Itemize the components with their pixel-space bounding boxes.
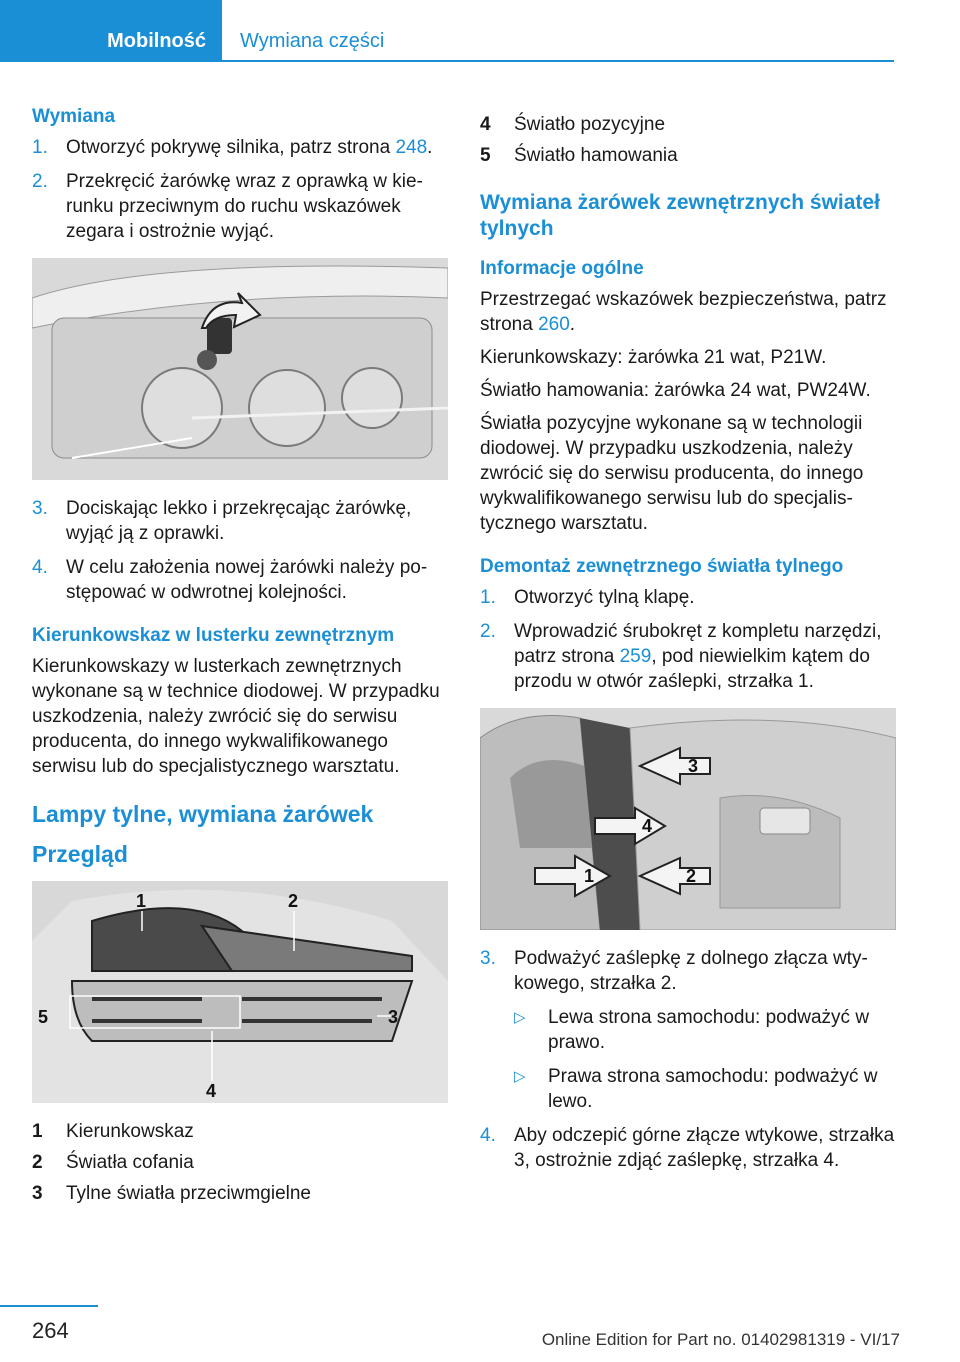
header-subsection-title: Wymiana części xyxy=(240,30,385,52)
general-info-heading: Informacje ogólne xyxy=(480,258,644,279)
legend-text: Światła cofania xyxy=(66,1152,194,1173)
step-number: 3. xyxy=(480,948,496,969)
legend-number: 1 xyxy=(32,1121,43,1142)
step-number: 4. xyxy=(480,1125,496,1146)
figure-label-4: 4 xyxy=(642,816,653,836)
legend-text: Tylne światła przeciwmgielne xyxy=(66,1183,311,1204)
rear-lamp-illustration xyxy=(32,881,448,1103)
step-number: 4. xyxy=(32,557,48,578)
page-link[interactable]: 259 xyxy=(619,646,652,667)
step-2 xyxy=(32,169,448,244)
brake-bulb-text: Światło hamowania: żarówka 24 wat, PW24W. xyxy=(480,380,871,401)
position-light-text: Światła pozycyjne wykonane są w technologii diodowej. W przypadku uszkodzenia, należy zwrócić się do serwisu producenta, do innego wykwalifikowanego serwisu lub do specjalistycznego warsztatu. xyxy=(480,413,864,534)
engine-bay-figure xyxy=(32,258,448,480)
replace-heading: Wymiana xyxy=(32,106,116,127)
step-number: 2. xyxy=(32,171,48,192)
step-number: 2. xyxy=(480,621,496,642)
step-text: W celu założenia nowej żarówki należy postępować w odwrotnej kolejności. xyxy=(66,557,428,603)
right-column xyxy=(480,112,896,1182)
step-text: Otworzyć pokrywę silnika, patrz strona xyxy=(66,137,396,158)
step-1 xyxy=(32,135,448,160)
rear-lamps-heading: Lampy tylne, wymiana żarówek xyxy=(32,801,374,827)
tail-light-removal-figure xyxy=(480,708,896,930)
removal-heading: Demontaż zewnętrznego światła tylnego xyxy=(480,556,844,577)
triangle-bullet-icon: ▷ xyxy=(514,1009,526,1026)
removal-step-2 xyxy=(480,619,896,694)
legend-number: 3 xyxy=(32,1183,43,1204)
removal-step-1 xyxy=(480,585,896,610)
header-rule xyxy=(222,60,894,62)
left-column xyxy=(32,104,448,1212)
page-number: 264 xyxy=(32,1318,69,1343)
step-number: 3. xyxy=(32,498,48,519)
figure-label-2: 2 xyxy=(686,866,697,886)
removal-step-3 xyxy=(480,946,896,996)
step-text: Dociskając lekko i przekręcając żarówkę, wyjąć ją z oprawki. xyxy=(66,498,412,544)
step-text-tail: . xyxy=(427,137,433,158)
tail-light-removal-illustration xyxy=(480,708,896,930)
step-number: 1. xyxy=(480,587,496,608)
indicator-bulb-text: Kierunkowskazy: żarówka 21 wat, P21W. xyxy=(480,347,827,368)
legend-number: 4 xyxy=(480,114,491,135)
mirror-indicator-text: Kierunkowskazy w lusterkach zewnętrznych wykonane są w technice diodowej. W przypadku uszkodzenia, należy zwrócić się do serwisu producenta, do innego wykwalifikowanego serwisu lub do specjalistycznego warsztatu. xyxy=(32,656,440,777)
safety-text-body: Przestrzegać wskazówek bezpieczeństwa, patrz strona xyxy=(480,289,887,335)
figure-label-3: 3 xyxy=(388,1007,399,1027)
bullet-text: Lewa strona samochodu: podważyć w prawo. xyxy=(548,1007,870,1053)
step-text: Podważyć zaślepkę z dolnego złącza wtykowego, strzałka 2. xyxy=(514,948,868,994)
header-section-title: Mobilność xyxy=(107,30,206,52)
bullet-right-side xyxy=(514,1064,896,1114)
step-text: Otworzyć tylną klapę. xyxy=(514,587,695,608)
safety-text: Przestrzegać wskazówek bezpieczeństwa, patrz strona 260. xyxy=(480,289,887,335)
engine-bay-illustration xyxy=(32,258,448,480)
step-number: 1. xyxy=(32,137,48,158)
legend-text: Światło pozycyjne xyxy=(514,114,666,135)
legend-item-1 xyxy=(32,1119,448,1144)
step-text: Przekręcić żarówkę wraz z oprawką w kierunku przeciwnym do ruchu wskazówek zegara i ostrożnie wyjąć. xyxy=(66,171,423,242)
figure-label-4: 4 xyxy=(206,1081,217,1101)
legend-item-4 xyxy=(480,112,896,137)
figure-label-2: 2 xyxy=(288,891,299,911)
legend-text: Światło hamowania xyxy=(514,145,678,166)
bullet-text: Prawa strona samochodu: podważyć w lewo. xyxy=(548,1066,878,1112)
outer-rear-lights-heading: Wymiana żarówek zewnętrznych świateł tylnych xyxy=(480,191,880,240)
legend-number: 5 xyxy=(480,145,491,166)
page-link[interactable]: 248 xyxy=(395,137,428,158)
page-link[interactable]: 260 xyxy=(538,314,570,335)
triangle-bullet-icon: ▷ xyxy=(514,1068,526,1085)
legend-text: Kierunkowskaz xyxy=(66,1121,194,1142)
step-text-tail: , pod niewielkim kątem do przodu w otwór zaślepki, strzałka 1. xyxy=(514,646,870,692)
figure-label-1: 1 xyxy=(584,866,595,886)
edition-text: Online Edition for Part no. 01402981319 - VI/17 xyxy=(541,1330,900,1349)
legend-item-2 xyxy=(32,1150,448,1175)
step-text: Aby odczepić górne złącze wtykowe, strzałka 3, ostrożnie zdjąć zaślepkę, strzałka 4. xyxy=(514,1125,895,1171)
legend-item-5 xyxy=(480,143,896,168)
legend-item-3 xyxy=(32,1181,448,1206)
legend-number: 2 xyxy=(32,1152,43,1173)
step-3 xyxy=(32,496,448,546)
overview-heading: Przegląd xyxy=(32,841,128,867)
figure-label-5: 5 xyxy=(38,1007,49,1027)
footer-rule xyxy=(0,1305,98,1307)
step-text: Wprowadzić śrubokręt z kompletu narzędzi, patrz strona xyxy=(514,621,882,667)
bullet-left-side xyxy=(514,1005,896,1055)
figure-label-1: 1 xyxy=(136,891,147,911)
mirror-indicator-heading: Kierunkowskaz w lusterku zewnętrznym xyxy=(32,625,395,646)
figure-label-3: 3 xyxy=(688,756,699,776)
removal-step-4 xyxy=(480,1123,896,1173)
step-4 xyxy=(32,555,448,605)
rear-lamp-figure xyxy=(32,881,448,1103)
